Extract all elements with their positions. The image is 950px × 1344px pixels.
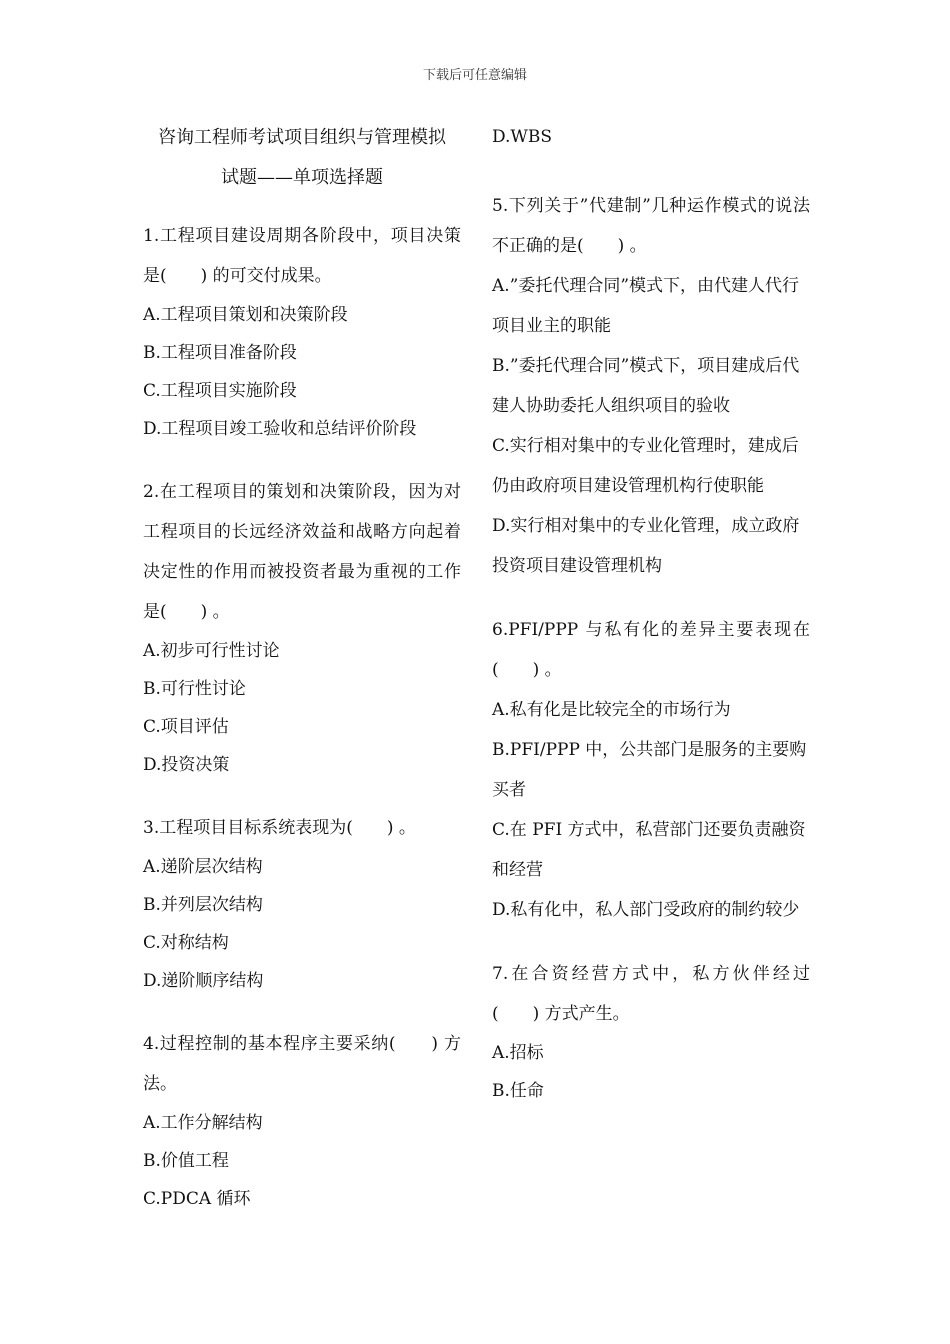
option: B.并列层次结构 — [143, 895, 263, 915]
option: C.实行相对集中的专业化管理时，建成后仍由政府项目建设管理机构行使职能 — [492, 436, 799, 496]
question-2 — [143, 472, 461, 784]
option: A.招标 — [492, 1043, 544, 1063]
option: D.工程项目竣工验收和总结评价阶段 — [143, 419, 417, 439]
option: A.”委托代理合同”模式下，由代建人代行项目业主的职能 — [492, 276, 800, 336]
question-1 — [143, 216, 461, 448]
page-header: 下载后可任意编辑 — [422, 68, 527, 83]
option: B.PFI/PPP 中，公共部门是服务的主要购买者 — [492, 740, 807, 800]
option: D.递阶顺序结构 — [143, 971, 264, 991]
option: A.私有化是比较完全的市场行为 — [492, 700, 731, 720]
option: D.投资决策 — [143, 755, 230, 775]
option: B.价值工程 — [143, 1151, 229, 1171]
question-7 — [492, 954, 810, 1110]
question-6 — [492, 610, 810, 930]
left-column — [143, 118, 461, 1242]
option: A.工作分解结构 — [143, 1113, 263, 1133]
document-title: 咨询工程师考试项目组织与管理模拟试题——单项选择题 — [158, 127, 446, 188]
question-5 — [492, 186, 810, 586]
option: C.在 PFI 方式中，私营部门还要负责融资和经营 — [492, 820, 806, 880]
option: D.WBS — [492, 127, 553, 147]
option: D.实行相对集中的专业化管理，成立政府投资项目建设管理机构 — [492, 516, 800, 576]
question-4-continued — [492, 118, 810, 156]
option: A.工程项目策划和决策阶段 — [143, 305, 348, 325]
option: C.工程项目实施阶段 — [143, 381, 297, 401]
option: A.初步可行性讨论 — [143, 641, 280, 661]
option: C.PDCA 循环 — [143, 1189, 251, 1209]
option: C.项目评估 — [143, 717, 229, 737]
option: B.”委托代理合同”模式下，项目建成后代建人协助委托人组织项目的验收 — [492, 356, 800, 416]
question-text: 4.过程控制的基本程序主要采纳( ) 方法。 — [143, 1034, 461, 1094]
right-column — [492, 118, 810, 1134]
option: C.对称结构 — [143, 933, 229, 953]
question-text: 7.在合资经营方式中，私方伙伴经过( ) 方式产生。 — [492, 964, 810, 1024]
question-text: 1.工程项目建设周期各阶段中，项目决策是( ) 的可交付成果。 — [143, 226, 461, 286]
option: B.工程项目准备阶段 — [143, 343, 297, 363]
question-3 — [143, 808, 461, 1000]
option: A.递阶层次结构 — [143, 857, 263, 877]
question-text: 5.下列关于”代建制”几种运作模式的说法不正确的是( ) 。 — [492, 196, 810, 256]
question-4 — [143, 1024, 461, 1218]
option: D.私有化中，私人部门受政府的制约较少 — [492, 900, 800, 920]
option: B.可行性讨论 — [143, 679, 246, 699]
option: B.任命 — [492, 1081, 544, 1101]
question-text: 3.工程项目目标系统表现为( ) 。 — [143, 818, 416, 838]
question-text: 2.在工程项目的策划和决策阶段，因为对工程项目的长远经济效益和战略方向起着决定性的作用而被投资者最为重视的工作是( ) 。 — [143, 482, 461, 622]
question-text: 6.PFI/PPP 与私有化的差异主要表现在( ) 。 — [492, 620, 810, 680]
